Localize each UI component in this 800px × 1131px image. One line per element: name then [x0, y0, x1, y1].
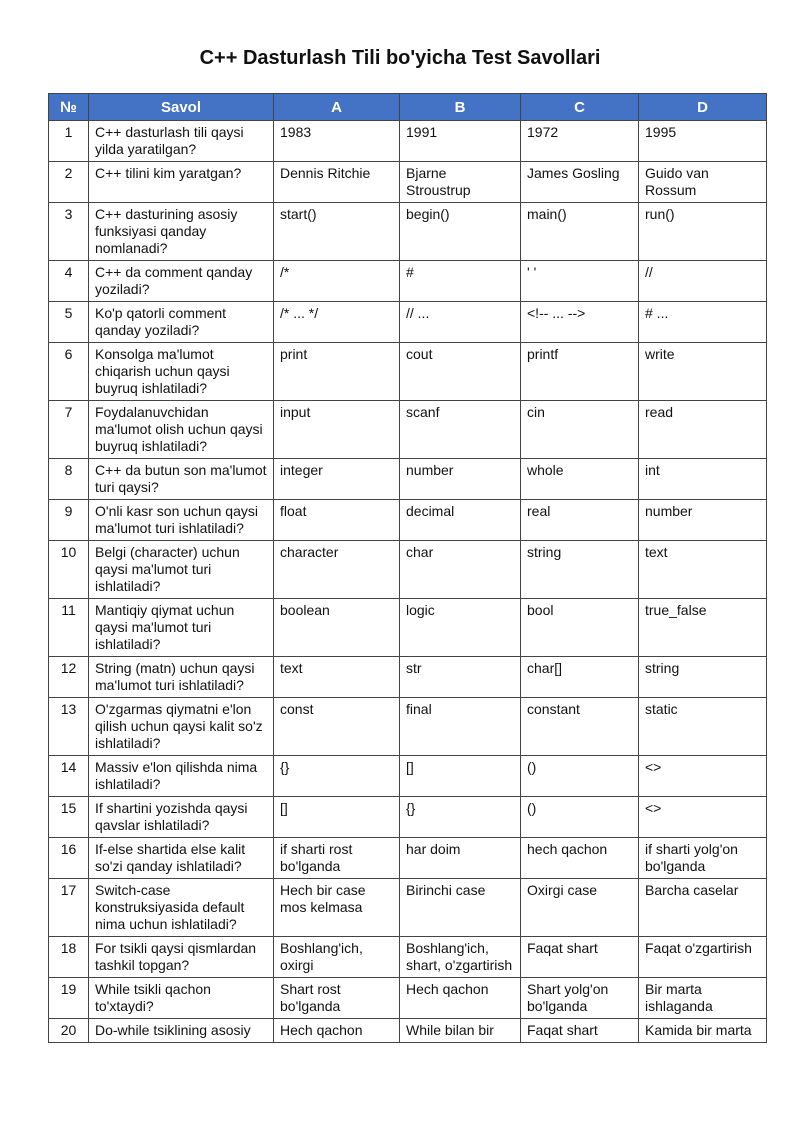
option-d: read	[639, 401, 767, 459]
question-text: O'nli kasr son uchun qaysi ma'lumot turi ishlatiladi?	[89, 500, 274, 541]
question-number: 16	[49, 838, 89, 879]
option-b: While bilan bir	[400, 1019, 521, 1043]
option-d: number	[639, 500, 767, 541]
option-d: # ...	[639, 302, 767, 343]
table-row	[49, 401, 767, 459]
option-a: boolean	[274, 599, 400, 657]
option-b: logic	[400, 599, 521, 657]
option-d: Bir marta ishlaganda	[639, 978, 767, 1019]
option-b: char	[400, 541, 521, 599]
header-option-c: C	[521, 94, 639, 121]
table-row	[49, 459, 767, 500]
option-d: write	[639, 343, 767, 401]
question-text: Belgi (character) uchun qaysi ma'lumot turi ishlatiladi?	[89, 541, 274, 599]
option-b: {}	[400, 797, 521, 838]
option-c: printf	[521, 343, 639, 401]
option-b: scanf	[400, 401, 521, 459]
option-a: []	[274, 797, 400, 838]
option-c: 1972	[521, 121, 639, 162]
question-number: 10	[49, 541, 89, 599]
option-b: begin()	[400, 203, 521, 261]
option-a: start()	[274, 203, 400, 261]
table-row	[49, 343, 767, 401]
option-c: bool	[521, 599, 639, 657]
table-row	[49, 698, 767, 756]
option-b: Birinchi case	[400, 879, 521, 937]
option-c: ()	[521, 756, 639, 797]
question-number: 8	[49, 459, 89, 500]
page-title: C++ Dasturlash Tili bo'yicha Test Savollari	[199, 47, 601, 69]
question-text: Foydalanuvchidan ma'lumot olish uchun qaysi buyruq ishlatiladi?	[89, 401, 274, 459]
option-c: string	[521, 541, 639, 599]
table-row	[49, 756, 767, 797]
question-number: 15	[49, 797, 89, 838]
option-c: cin	[521, 401, 639, 459]
header-option-d: D	[639, 94, 767, 121]
table-row	[49, 203, 767, 261]
option-b: // ...	[400, 302, 521, 343]
header-question: Savol	[89, 94, 274, 121]
option-d: Faqat o'zgartirish	[639, 937, 767, 978]
option-c: real	[521, 500, 639, 541]
question-text: C++ dasturining asosiy funksiyasi qanday nomlanadi?	[89, 203, 274, 261]
option-d: Barcha caselar	[639, 879, 767, 937]
table-row	[49, 500, 767, 541]
option-c: hech qachon	[521, 838, 639, 879]
option-d: Kamida bir marta	[639, 1019, 767, 1043]
table-row	[49, 838, 767, 879]
option-c: constant	[521, 698, 639, 756]
option-a: Hech qachon	[274, 1019, 400, 1043]
option-a: integer	[274, 459, 400, 500]
option-d: string	[639, 657, 767, 698]
option-d: text	[639, 541, 767, 599]
option-a: Shart rost bo'lganda	[274, 978, 400, 1019]
table-row	[49, 978, 767, 1019]
question-text: Konsolga ma'lumot chiqarish uchun qaysi buyruq ishlatiladi?	[89, 343, 274, 401]
question-text: If-else shartida else kalit so'zi qanday ishlatiladi?	[89, 838, 274, 879]
option-b: #	[400, 261, 521, 302]
question-text: While tsikli qachon to'xtaydi?	[89, 978, 274, 1019]
option-a: print	[274, 343, 400, 401]
option-c: ()	[521, 797, 639, 838]
option-a: if sharti rost bo'lganda	[274, 838, 400, 879]
question-number: 5	[49, 302, 89, 343]
question-text: If shartini yozishda qaysi qavslar ishlatiladi?	[89, 797, 274, 838]
table-body	[49, 121, 767, 1043]
option-a: input	[274, 401, 400, 459]
option-d: true_false	[639, 599, 767, 657]
question-text: Mantiqiy qiymat uchun qaysi ma'lumot turi ishlatiladi?	[89, 599, 274, 657]
question-text: Do-while tsiklining asosiy	[89, 1019, 274, 1043]
question-text: C++ dasturlash tili qaysi yilda yaratilgan?	[89, 121, 274, 162]
question-text: C++ da comment qanday yoziladi?	[89, 261, 274, 302]
question-text: String (matn) uchun qaysi ma'lumot turi ishlatiladi?	[89, 657, 274, 698]
option-a: {}	[274, 756, 400, 797]
option-d: <>	[639, 797, 767, 838]
option-b: []	[400, 756, 521, 797]
table-row	[49, 879, 767, 937]
table-row	[49, 1019, 767, 1043]
quiz-table	[48, 93, 767, 1043]
table-row	[49, 797, 767, 838]
table-row	[49, 599, 767, 657]
table-header	[49, 94, 767, 121]
option-d: Guido van Rossum	[639, 162, 767, 203]
question-number: 2	[49, 162, 89, 203]
option-b: Hech qachon	[400, 978, 521, 1019]
option-a: Hech bir case mos kelmasa	[274, 879, 400, 937]
option-b: cout	[400, 343, 521, 401]
option-b: 1991	[400, 121, 521, 162]
option-c: ' '	[521, 261, 639, 302]
table-row	[49, 302, 767, 343]
table-row	[49, 162, 767, 203]
option-c: main()	[521, 203, 639, 261]
option-a: /*	[274, 261, 400, 302]
table-row	[49, 937, 767, 978]
question-text: C++ da butun son ma'lumot turi qaysi?	[89, 459, 274, 500]
option-a: text	[274, 657, 400, 698]
option-d: static	[639, 698, 767, 756]
header-option-a: A	[274, 94, 400, 121]
question-text: Switch-case konstruksiyasida default nima uchun ishlatiladi?	[89, 879, 274, 937]
question-number: 12	[49, 657, 89, 698]
option-c: Shart yolg'on bo'lganda	[521, 978, 639, 1019]
table-row	[49, 541, 767, 599]
option-c: <!-- ... -->	[521, 302, 639, 343]
option-d: run()	[639, 203, 767, 261]
option-c: Faqat shart	[521, 937, 639, 978]
header-number: №	[49, 94, 89, 121]
question-number: 13	[49, 698, 89, 756]
question-number: 7	[49, 401, 89, 459]
option-c: James Gosling	[521, 162, 639, 203]
header-row	[49, 94, 767, 121]
question-number: 20	[49, 1019, 89, 1043]
option-a: 1983	[274, 121, 400, 162]
question-number: 17	[49, 879, 89, 937]
table-row	[49, 121, 767, 162]
question-text: For tsikli qaysi qismlardan tashkil topgan?	[89, 937, 274, 978]
question-number: 4	[49, 261, 89, 302]
option-d: if sharti yolg'on bo'lganda	[639, 838, 767, 879]
question-number: 6	[49, 343, 89, 401]
question-number: 11	[49, 599, 89, 657]
option-c: char[]	[521, 657, 639, 698]
question-text: Massiv e'lon qilishda nima ishlatiladi?	[89, 756, 274, 797]
option-d: int	[639, 459, 767, 500]
option-d: //	[639, 261, 767, 302]
question-number: 14	[49, 756, 89, 797]
option-b: number	[400, 459, 521, 500]
question-text: C++ tilini kim yaratgan?	[89, 162, 274, 203]
table-row	[49, 657, 767, 698]
question-text: Ko'p qatorli comment qanday yoziladi?	[89, 302, 274, 343]
option-c: whole	[521, 459, 639, 500]
option-a: Dennis Ritchie	[274, 162, 400, 203]
question-number: 9	[49, 500, 89, 541]
question-number: 3	[49, 203, 89, 261]
question-number: 19	[49, 978, 89, 1019]
option-a: Boshlang'ich, oxirgi	[274, 937, 400, 978]
table-row	[49, 261, 767, 302]
option-b: Bjarne Stroustrup	[400, 162, 521, 203]
option-c: Faqat shart	[521, 1019, 639, 1043]
question-text: O'zgarmas qiymatni e'lon qilish uchun qaysi kalit so'z ishlatiladi?	[89, 698, 274, 756]
option-a: /* ... */	[274, 302, 400, 343]
question-number: 1	[49, 121, 89, 162]
option-b: str	[400, 657, 521, 698]
header-option-b: B	[400, 94, 521, 121]
option-b: har doim	[400, 838, 521, 879]
option-b: Boshlang'ich, shart, o'zgartirish	[400, 937, 521, 978]
option-d: 1995	[639, 121, 767, 162]
option-b: final	[400, 698, 521, 756]
question-number: 18	[49, 937, 89, 978]
option-c: Oxirgi case	[521, 879, 639, 937]
option-a: character	[274, 541, 400, 599]
option-d: <>	[639, 756, 767, 797]
option-b: decimal	[400, 500, 521, 541]
option-a: const	[274, 698, 400, 756]
option-a: float	[274, 500, 400, 541]
